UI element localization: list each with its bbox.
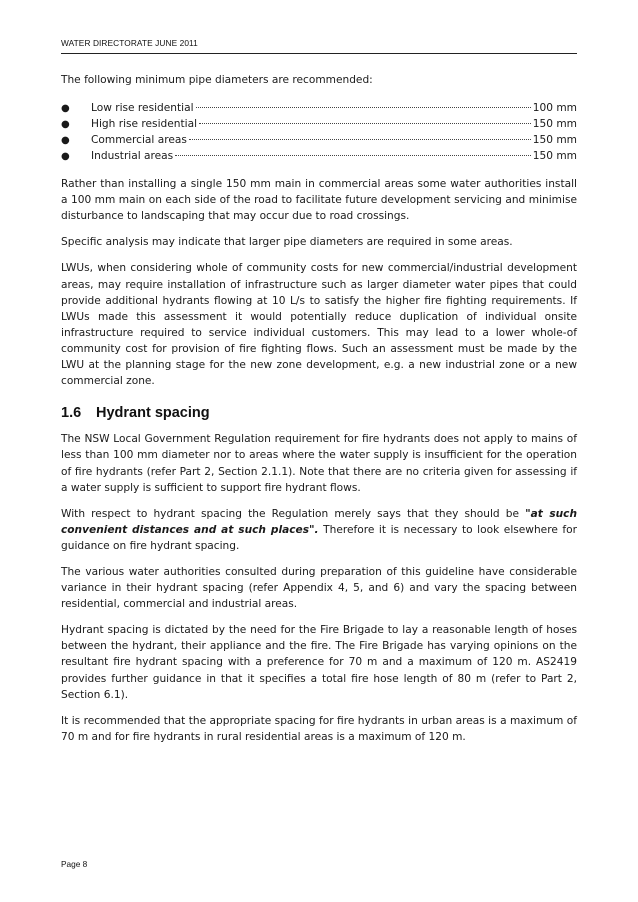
list-item-label: Commercial areas xyxy=(91,134,187,147)
bullet-icon: ● xyxy=(61,119,70,131)
paragraph-lwu-assessment: LWUs, when considering whole of community costs for new commercial/industrial development areas, may require installation of infrastructure such as larger diameter water pipes that could provide additional hydrants flowing at 10 L/s to satisfy the higher fire fighting requirements. If LWUs made this assessment it would potentially reduce duplication of individual onsite infrastructure required to service individual customers. This may lead to a lower whole-of community cost for provision of fire fighting flows. Such an assessment must be made by the LWU at the planning stage for the new zone development, e.g. a new industrial zone or a new commercial zone. xyxy=(61,262,577,388)
paragraph-authority-variance: The various water authorities consulted during preparation of this guideline have considerable variance in their hydrant spacing (refer Appendix 4, 5, and 6) and vary the spacing between residential, commercial and industrial areas. xyxy=(61,565,577,611)
page-number: Page 8 xyxy=(61,859,88,869)
dotted-leader xyxy=(189,139,531,140)
list-item-value: 150 mm xyxy=(532,134,577,147)
bullet-icon: ● xyxy=(61,135,70,147)
dotted-leader xyxy=(199,123,531,124)
document-body xyxy=(61,72,577,755)
list-item xyxy=(61,132,577,148)
list-item-label: High rise residential xyxy=(91,118,198,131)
section-heading xyxy=(61,405,577,421)
list-item-value: 150 mm xyxy=(532,118,577,131)
section-title: Hydrant spacing xyxy=(96,405,210,422)
paragraph-recommendation: It is recommended that the appropriate spacing for fire hydrants in urban areas is a maximum of 70 m and for fire hydrants in rural residential areas is a maximum of 120 m. xyxy=(61,714,577,743)
list-item xyxy=(61,116,577,132)
dotted-leader xyxy=(196,107,531,108)
list-item xyxy=(61,100,577,116)
quote-trailing-text: Therefore it is necessary to look elsewhere for guidance on fire hydrant spacing. xyxy=(61,523,577,552)
section-number: 1.6 xyxy=(61,405,82,422)
list-item-label: Low rise residential xyxy=(91,102,194,115)
paragraph-fire-brigade: Hydrant spacing is dictated by the need for the Fire Brigade to lay a reasonable length of hoses between the hydrant, their appliance and the fire. The Fire Brigade has varying opinions on the resultant fire hydrant spacing with a preference for 70 m and a maximum of 120 m. AS2419 provides further guidance in that it specifies a total fire hose length of 80 m (refer to Part 2, Section 6.1). xyxy=(61,624,577,701)
paragraph-nsw-regulation: The NSW Local Government Regulation requirement for fire hydrants does not apply to mains of less than 100 mm diameter nor to areas where the water supply is insufficient for the operation of fire hydrants (refer Part 2, Section 2.1.1). Note that there are no criteria given for assessing if a water supply is sufficient to support fire hydrant flows. xyxy=(61,433,577,494)
running-header: WATER DIRECTORATE JUNE 2011 xyxy=(61,38,577,54)
list-item-value: 100 mm xyxy=(532,102,577,115)
paragraph-dual-mains: Rather than installing a single 150 mm main in commercial areas some water authorities install a 100 mm main on each side of the road to facilitate future development servicing and minimise disturbance to landscaping that may occur due to road crossings. xyxy=(61,178,577,223)
list-item xyxy=(61,148,577,164)
bullet-icon: ● xyxy=(61,151,70,163)
paragraph-regulation-quote xyxy=(61,506,577,554)
intro-paragraph: The following minimum pipe diameters are recommended: xyxy=(61,74,373,86)
quote-lead-text: With respect to hydrant spacing the Regulation merely says that they should be xyxy=(61,507,526,520)
list-item-label: Industrial areas xyxy=(91,150,174,163)
dotted-leader xyxy=(175,155,531,156)
pipe-diameter-list xyxy=(61,100,577,164)
bullet-icon: ● xyxy=(61,103,70,115)
regulation-quote: "at such convenient distances and at such places". xyxy=(61,507,577,536)
list-item-value: 150 mm xyxy=(532,150,577,163)
paragraph-specific-analysis: Specific analysis may indicate that larger pipe diameters are required in some areas. xyxy=(61,236,513,249)
